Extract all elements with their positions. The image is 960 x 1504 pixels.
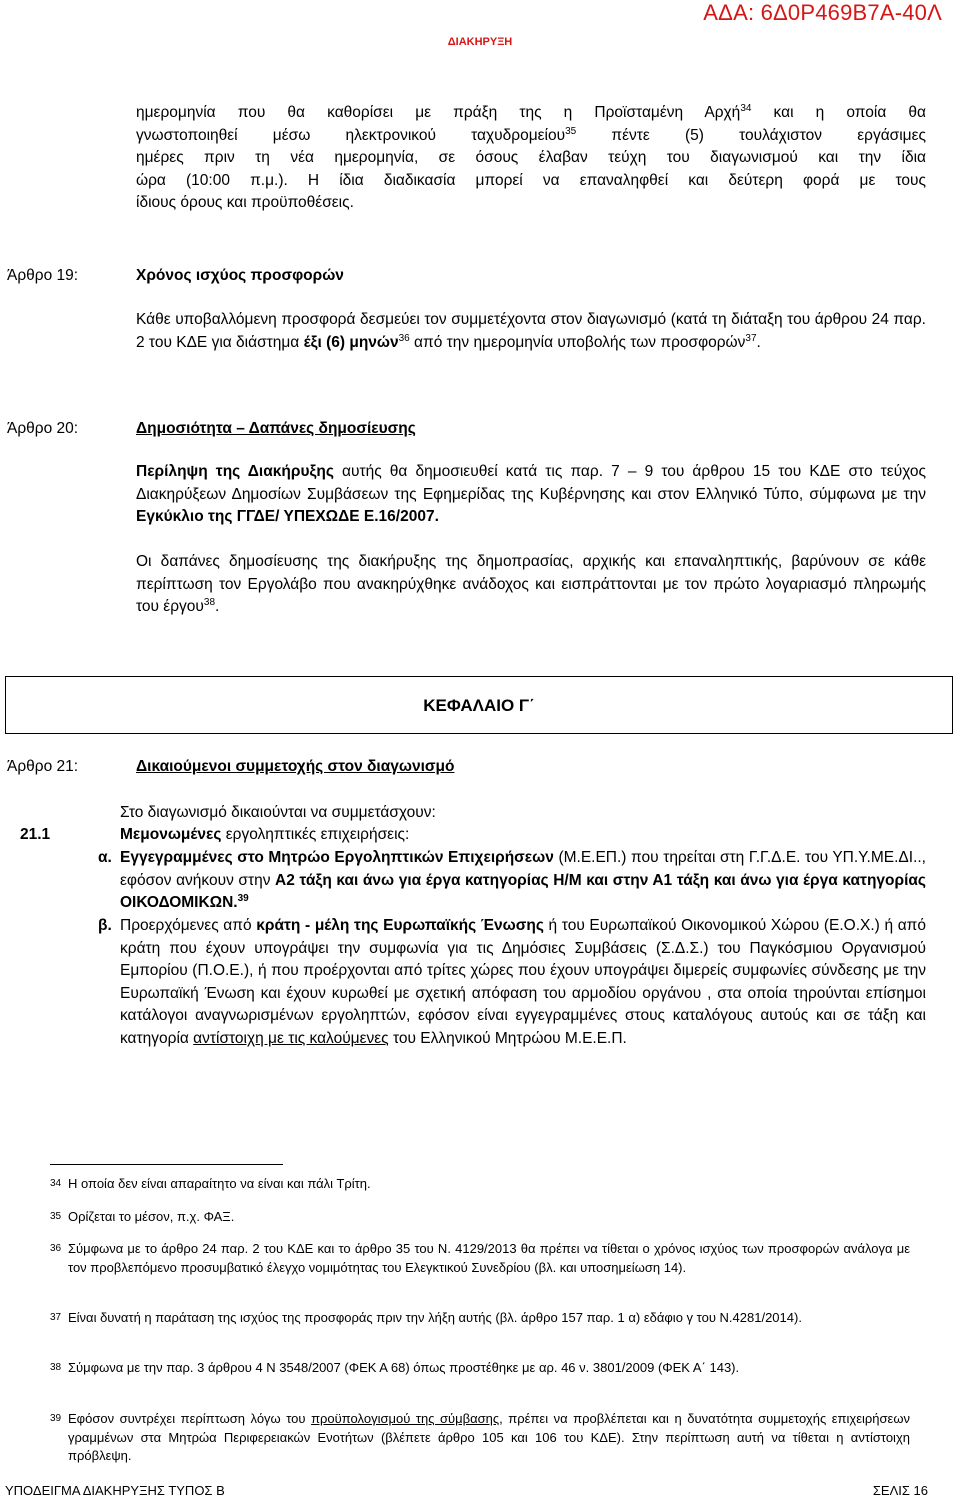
item-label-b: β. <box>98 917 112 934</box>
footnote-number: 34 <box>50 1178 62 1189</box>
footnote-text: Ορίζεται το μέσον, π.χ. ΦΑΞ. <box>68 1209 235 1224</box>
footnote-number: 36 <box>50 1243 62 1254</box>
body-underlined: αντίστοιχη με τις καλούμενες <box>193 1029 389 1047</box>
footnote-ref[interactable]: 34 <box>740 103 752 114</box>
intro-text: ημερομηνία που θα καθορίσει με πράξη της η Προϊσταμένη Αρχή <box>136 104 741 121</box>
intro-text: ίδιους όρους και προϋποθέσεις. <box>136 194 354 211</box>
footnote-number: 37 <box>50 1312 62 1323</box>
footnote-ref[interactable]: 36 <box>398 332 410 344</box>
ada-code: ΑΔΑ: 6Δ0Ρ469Β7Α-40Λ <box>703 0 942 25</box>
footnote-text: Είναι δυνατή η παράταση της ισχύος της προσφοράς πριν την λήξη αυτής (βλ. άρθρο 157 παρ. 1 α) εδάφιο γ του Ν.4281/2014). <box>68 1310 802 1325</box>
intro-text: γνωστοποιηθεί μέσω ηλεκτρονικού ταχυδρομείου <box>136 126 566 144</box>
footnote-separator <box>50 1164 283 1165</box>
footnote-ref[interactable]: 39 <box>237 893 249 904</box>
article-number: Άρθρο 21: <box>7 758 79 775</box>
body-bold: κράτη - μέλη της Ευρωπαϊκής Ένωσης <box>256 917 544 934</box>
page-number: ΣΕΛΙΣ 16 <box>872 1483 928 1498</box>
footnote-text-part: Εφόσον συντρέχει περίπτωση λόγω του <box>68 1411 312 1426</box>
footnote-number: 38 <box>50 1362 62 1373</box>
article-20-heading <box>7 420 416 438</box>
intro-text: ημέρες πριν τη νέα ημερομηνία, σε όσους έλαβαν τεύχη του διαγωνισμού και την ίδια <box>136 149 926 166</box>
body-bold: Εγκύκλιο της ΓΓΔΕ/ ΥΠΕΧΩΔΕ Ε.16/2007. <box>136 508 439 525</box>
article-title: Δικαιούμενοι συμμετοχής στον διαγωνισμό <box>136 758 455 775</box>
body-text: Κάθε υποβαλλόμενη προσφορά δεσμεύει τον συμμετέχοντα στον διαγωνισμό (κατά τη διάταξη του άρθρου 24 παρ. 2 του ΚΔΕ για διάστημα <box>136 311 926 351</box>
footnote-text-part: , πρέπει να προβλέπεται και η δυνατότητα συμμετοχής επιχειρήσεων γραμμένων στα Μητρώα Περιφερειακών Ενοτήτων (βλέπετε άρθρο 105 και 106 του ΚΔΕ). Στην περίπτωση αυτή να τίθεται η αντίστοιχη πρόβλεψη. <box>68 1411 910 1463</box>
intro-text: πέντε (5) τουλάχιστον εργάσιμες <box>576 126 926 144</box>
body-text: του Ελληνικού Μητρώου Μ.Ε.Ε.Π. <box>388 1029 627 1047</box>
body-bold: Περίληψη της Διακήρυξης <box>136 463 334 480</box>
body-bold: Α2 τάξη και άνω για έργα κατηγορίας Η/Μ και στην Α1 τάξη και άνω για έργα κατηγορίας ΟΙΚΟΔΟΜΙΚΩΝ. <box>120 871 926 911</box>
footnote-text: Σύμφωνα με την παρ. 3 άρθρου 4 Ν 3548/2007 (ΦΕΚ Α 68) όπως προστέθηκε με αρ. 46 ν. 3801/2009 (ΦΕΚ Α΄ 143). <box>68 1360 740 1375</box>
article-number: Άρθρο 19: <box>7 267 79 284</box>
intro-text: ώρα (10:00 π.μ.). Η ίδια διαδικασία μπορεί να επαναληφθεί και δεύτερη φορά με τους <box>136 171 926 189</box>
intro-paragraph <box>136 102 926 215</box>
body-text: από την ημερομηνία υποβολής των προσφορών <box>409 333 746 351</box>
body-text: αυτής θα δημοσιευθεί κατά τις παρ. 7 – 9 του άρθρου 15 του ΚΔΕ στο τεύχος Διακηρύξεων Δημοσίων Συμβάσεων της Εφημερίδας της Κυβέρνησης και στον Ελληνικό Τύπο, σύμφωνα με την <box>136 463 927 503</box>
footnote-ref[interactable]: 38 <box>203 597 216 608</box>
chapter-heading-box: ΚΕΦΑΛΑΙΟ Γ΄ <box>5 676 953 734</box>
article-19-text <box>136 309 926 354</box>
body-bold: έξι (6) μηνών <box>303 333 399 351</box>
section-number: 21.1 <box>20 826 51 843</box>
document-type-label: ΔΙΑΚΗΡΥΞΗ <box>447 36 513 48</box>
body-text: (Μ.Ε.ΕΠ.) που τηρείται στη Γ.Γ.Δ.Ε. του ΥΠ.Υ.ΜΕ.ΔΙ.., εφόσον ανήκουν στην <box>120 849 926 889</box>
body-bold: Εγγεγραμμένες στο Μητρώο Εργοληπτικών Επιχειρήσεων <box>120 849 554 866</box>
item-a-text <box>120 847 926 915</box>
article-21-intro: Στο διαγωνισμό δικαιούνται να συμμετάσχουν: <box>120 804 436 821</box>
intro-text: και η οποία θα <box>751 104 927 121</box>
body-text: Οι δαπάνες δημοσίευσης της διακήρυξης της δημοπρασίας, αρχικής και επαναληπτικής, βαρύνουν σε κάθε περίπτωση τον Εργολάβο που ανακηρύχθηκε ανάδοχος και εισπράττονται με τον πρώτο λογαριασμό πληρωμής του έργου <box>136 553 926 615</box>
body-text: ή του Ευρωπαϊκού Οικονομικού Χώρου (Ε.Ο.Χ.) ή από κράτη που έχουν υπογράψει την συμφωνία για τις Δημόσιες Συμβάσεις (Σ.Δ.Σ.) του Παγκόσμιου Οργανισμού Εμπορίου (Π.Ο.Ε.), ή που προέρχονται από τρίτες χώρες που έχουν υπογράψει διμερείς συμφωνίες σύνδεσης με την Ευρωπαϊκή Ένωση και έχουν κυρωθεί με σχετική απόφαση του αρμοδίου οργάνου , στα οποία τηρούνται επίσημοι κατάλογοι αναγνωρισμένων εργοληπτών, εφόσον είναι εγγεγραμμένες στους καταλόγους αυτούς και σε τάξη και κατηγορία <box>120 917 926 1047</box>
footnote-ref[interactable]: 37 <box>745 332 757 344</box>
article-21-heading <box>7 758 454 776</box>
article-20-paragraph-1 <box>136 461 926 529</box>
body-bold: Μεμονωμένες <box>120 826 222 843</box>
footnote-number: 35 <box>50 1211 62 1222</box>
body-text: Προερχόμενες από <box>120 917 257 934</box>
body-text: εργοληπτικές επιχειρήσεις: <box>221 826 410 843</box>
article-number: Άρθρο 20: <box>7 420 79 437</box>
body-text: . <box>756 333 761 351</box>
footnote-text-underlined: προϋπολογισμού της σύμβασης <box>311 1411 500 1426</box>
section-heading <box>120 824 409 847</box>
footnote-number: 39 <box>50 1413 62 1424</box>
footer-left: ΥΠΟΔΕΙΓΜΑ ΔΙΑΚΗΡΥΞΗΣ ΤΥΠΟΣ Β <box>5 1483 225 1498</box>
footnote-text: Η οποία δεν είναι απαραίτητο να είναι και πάλι Τρίτη. <box>68 1176 371 1191</box>
article-title: Χρόνος ισχύος προσφορών <box>136 267 344 284</box>
item-label-a: α. <box>98 849 112 866</box>
item-b-text <box>120 915 926 1050</box>
article-title: Δημοσιότητα – Δαπάνες δημοσίευσης <box>136 420 416 437</box>
footnote-text <box>68 1410 910 1466</box>
footnote-ref[interactable]: 35 <box>565 125 577 137</box>
body-text: . <box>215 598 220 615</box>
article-19-heading <box>7 267 344 285</box>
footnote-text: Σύμφωνα με το άρθρο 24 παρ. 2 του ΚΔΕ και το άρθρο 35 του Ν. 4129/2013 θα πρέπει να τίθεται ο χρόνος ισχύος των προσφορών ανάλογα με τον προβλεπόμενο προσυμβατικό έλεγχο νομιμότητας του Ελεγκτικού Συνεδρίου (βλ. και υποσημείωση 14). <box>68 1241 910 1275</box>
article-20-paragraph-2 <box>136 551 926 619</box>
